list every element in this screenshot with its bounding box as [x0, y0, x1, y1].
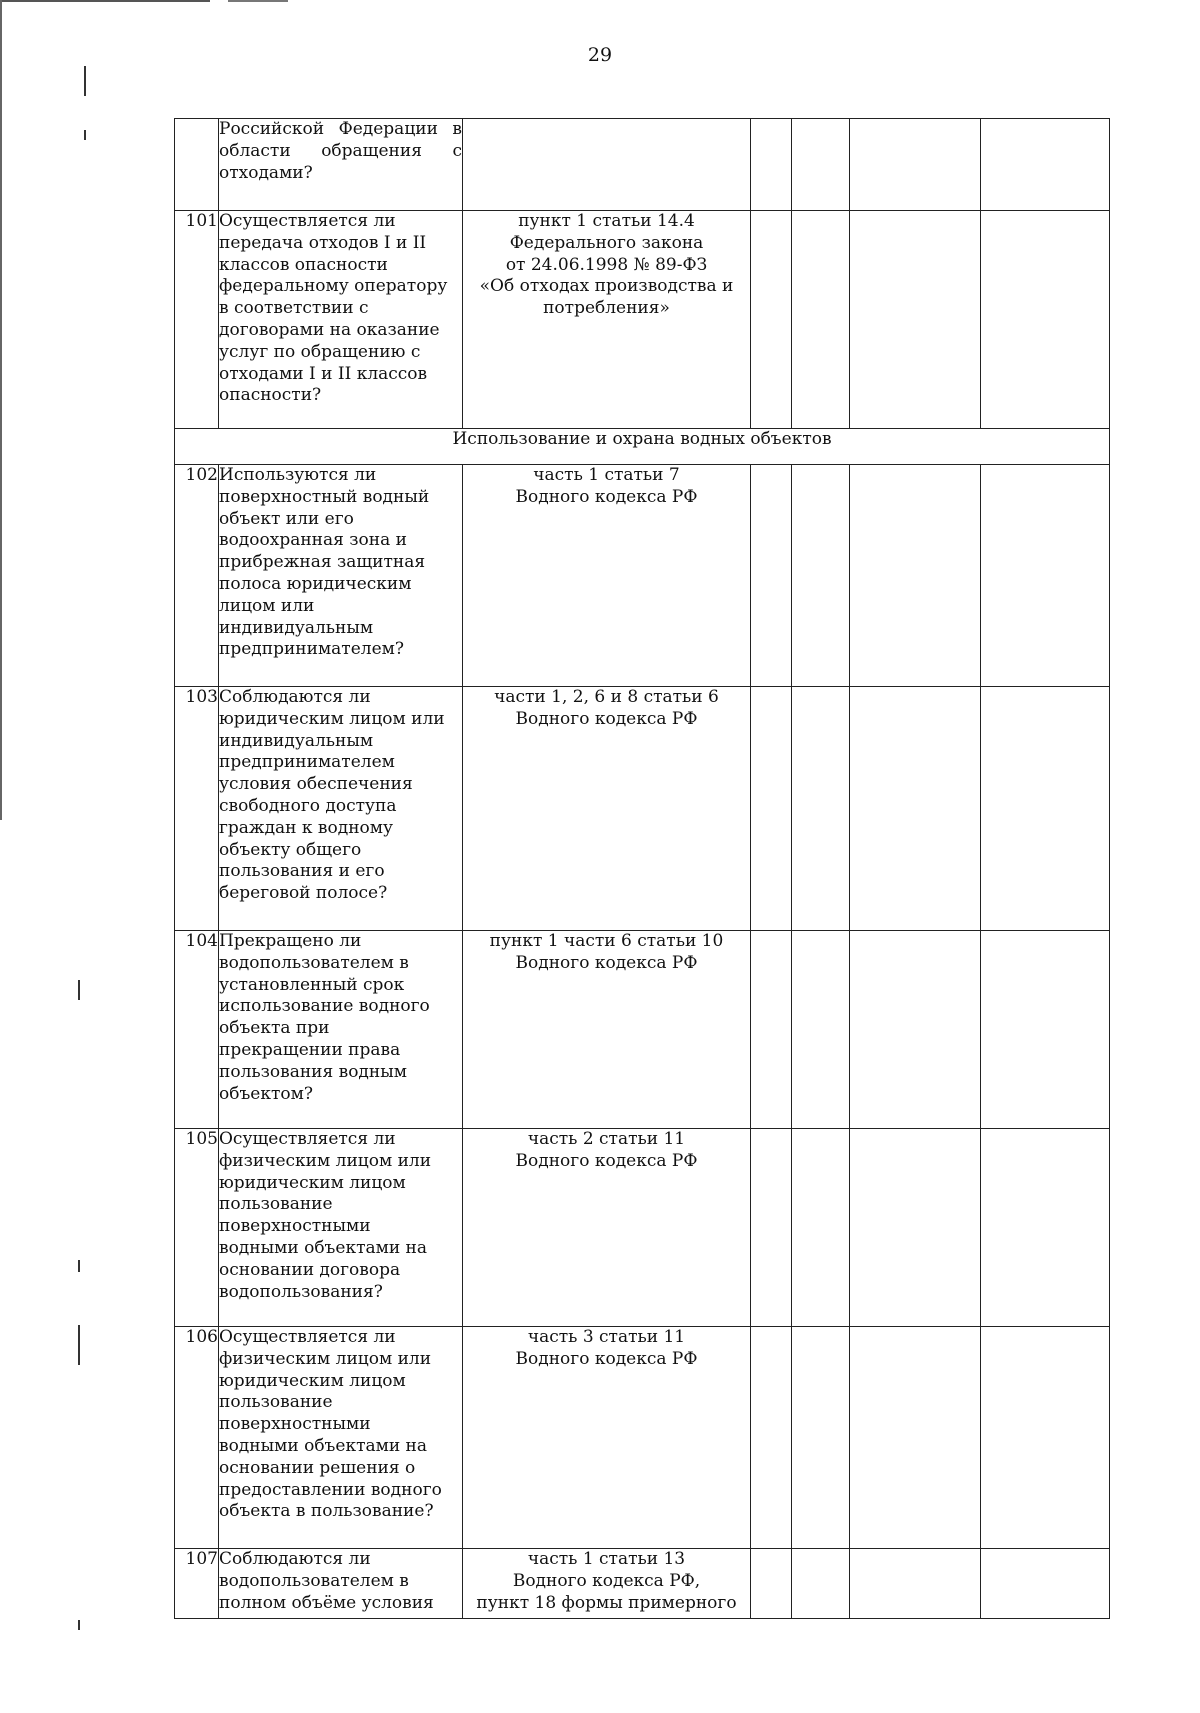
- empty-cell: [981, 1129, 1110, 1327]
- empty-cell: [792, 119, 850, 211]
- question-line: пользование: [219, 1392, 333, 1413]
- scan-top-rule: [0, 0, 210, 2]
- row-number: 103: [175, 687, 219, 931]
- question-line: установленный срок: [219, 974, 405, 995]
- question-line: водными объектами на: [219, 1435, 428, 1456]
- table-row: [175, 931, 1110, 1129]
- question-line: физическим лицом или: [219, 1150, 432, 1171]
- scan-mark: [78, 1620, 80, 1630]
- checklist-table: [174, 118, 1110, 1619]
- question-line: полоса юридическим: [219, 573, 412, 594]
- reference-line: часть 3 статьи 11: [527, 1327, 686, 1347]
- question-line: водными объектами на: [219, 1237, 428, 1258]
- scan-mark: [84, 130, 86, 140]
- question-line: услуг по обращению с: [219, 341, 421, 362]
- reference-line: от 24.06.1998 № 89-ФЗ: [505, 254, 708, 275]
- reference-line: Водного кодекса РФ: [515, 1150, 698, 1171]
- reference-cell: [463, 119, 751, 211]
- empty-cell: [850, 211, 981, 429]
- reference-line: части 1, 2, 6 и 8 статьи 6: [494, 687, 719, 707]
- question-line: водопользователем в: [219, 1570, 409, 1591]
- reference-line: потребления»: [543, 298, 670, 319]
- question-line: классов опасности: [219, 254, 388, 275]
- empty-cell: [850, 687, 981, 931]
- scan-mark: [78, 1260, 80, 1272]
- table-row: [175, 1129, 1110, 1327]
- empty-cell: [792, 465, 850, 687]
- reference-line: Федерального закона: [509, 232, 704, 253]
- question-line: договорами на оказание: [219, 319, 440, 340]
- empty-cell: [981, 465, 1110, 687]
- question-line: Российской Федерации в: [219, 119, 462, 139]
- question-cell: [219, 1549, 463, 1619]
- reference-line: Водного кодекса РФ: [515, 952, 698, 973]
- scan-mark: [84, 66, 86, 96]
- section-row: [175, 429, 1110, 465]
- empty-cell: [792, 687, 850, 931]
- reference-line: «Об отходах производства и: [479, 276, 734, 297]
- reference-line: Водного кодекса РФ,: [512, 1570, 701, 1591]
- empty-cell: [850, 1327, 981, 1549]
- question-cell: [219, 1327, 463, 1549]
- table-row: [175, 465, 1110, 687]
- section-title: Использование и охрана водных объектов: [175, 429, 1110, 465]
- question-line: Осуществляется ли: [219, 211, 396, 231]
- row-number: 105: [175, 1129, 219, 1327]
- reference-line: пункт 1 части 6 статьи 10: [489, 931, 724, 951]
- question-line: поверхностными: [219, 1216, 371, 1237]
- row-number: [175, 119, 219, 211]
- reference-line: Водного кодекса РФ: [515, 1348, 698, 1369]
- empty-cell: [751, 931, 792, 1129]
- question-line: объект или его: [219, 508, 354, 529]
- empty-cell: [751, 211, 792, 429]
- reference-line: часть 2 статьи 11: [527, 1129, 686, 1149]
- question-line: поверхностными: [219, 1414, 371, 1435]
- question-line: полном объёме условия: [219, 1592, 434, 1613]
- reference-cell: [463, 1129, 751, 1327]
- reference-line: пункт 18 формы примерного: [476, 1592, 737, 1613]
- question-line: объекта при: [219, 1018, 330, 1039]
- table-row: [175, 211, 1110, 429]
- empty-cell: [792, 211, 850, 429]
- reference-cell: [463, 465, 751, 687]
- question-line: опасности?: [219, 385, 322, 406]
- question-cell: [219, 211, 463, 429]
- question-line: использование водного: [219, 996, 430, 1017]
- question-line: водопользователем в: [219, 952, 409, 973]
- scan-top-rule: [228, 0, 288, 2]
- question-line: юридическим лицом: [219, 1172, 406, 1193]
- question-line: физическим лицом или: [219, 1348, 432, 1369]
- empty-cell: [751, 1327, 792, 1549]
- question-line: области обращения с: [219, 140, 462, 161]
- empty-cell: [751, 1549, 792, 1619]
- question-line: береговой полосе?: [219, 883, 388, 904]
- scan-left-edge: [0, 0, 2, 820]
- empty-cell: [850, 119, 981, 211]
- row-number: 102: [175, 465, 219, 687]
- question-line: лицом или: [219, 595, 315, 616]
- question-line: отходами?: [219, 162, 313, 183]
- question-line: предоставлении водного: [219, 1479, 442, 1500]
- empty-cell: [981, 119, 1110, 211]
- empty-cell: [981, 1327, 1110, 1549]
- table-row: [175, 1327, 1110, 1549]
- question-line: водоохранная зона и: [219, 530, 407, 551]
- question-line: объектом?: [219, 1083, 313, 1104]
- question-cell: [219, 1129, 463, 1327]
- question-line: Осуществляется ли: [219, 1129, 396, 1149]
- row-number: 101: [175, 211, 219, 429]
- question-line: основании договора: [219, 1259, 401, 1280]
- empty-cell: [850, 931, 981, 1129]
- empty-cell: [981, 687, 1110, 931]
- empty-cell: [792, 931, 850, 1129]
- question-line: юридическим лицом или: [219, 708, 445, 729]
- empty-cell: [792, 1129, 850, 1327]
- empty-cell: [850, 1549, 981, 1619]
- question-line: федеральному оператору: [219, 276, 448, 297]
- scan-mark: [78, 1325, 80, 1365]
- reference-cell: [463, 211, 751, 429]
- row-number: 104: [175, 931, 219, 1129]
- question-line: граждан к водному: [219, 817, 393, 838]
- row-number: 106: [175, 1327, 219, 1549]
- question-line: предпринимателем?: [219, 639, 404, 660]
- question-line: объекту общего: [219, 839, 362, 860]
- row-number: 107: [175, 1549, 219, 1619]
- page-number: 29: [587, 44, 613, 66]
- question-line: основании решения о: [219, 1457, 416, 1478]
- question-line: индивидуальным: [219, 617, 374, 638]
- reference-cell: [463, 1327, 751, 1549]
- reference-cell: [463, 931, 751, 1129]
- table-row: [175, 687, 1110, 931]
- question-line: Прекращено ли: [219, 931, 362, 951]
- empty-cell: [751, 1129, 792, 1327]
- empty-cell: [850, 1129, 981, 1327]
- empty-cell: [981, 1549, 1110, 1619]
- question-line: водопользования?: [219, 1281, 383, 1302]
- empty-cell: [850, 465, 981, 687]
- question-line: прекращении права: [219, 1039, 401, 1060]
- table-row: [175, 119, 1110, 211]
- question-line: поверхностный водный: [219, 486, 430, 507]
- question-line: свободного доступа: [219, 795, 397, 816]
- reference-cell: [463, 1549, 751, 1619]
- question-cell: [219, 119, 463, 211]
- scan-mark: [78, 980, 80, 1000]
- question-line: отходами I и II классов: [219, 363, 428, 384]
- empty-cell: [981, 931, 1110, 1129]
- question-line: пользование: [219, 1194, 333, 1215]
- reference-line: часть 1 статьи 13: [527, 1549, 686, 1569]
- question-line: пользования водным: [219, 1061, 407, 1082]
- question-line: Соблюдаются ли: [219, 687, 371, 707]
- question-cell: [219, 687, 463, 931]
- question-line: предпринимателем: [219, 752, 395, 773]
- empty-cell: [792, 1327, 850, 1549]
- reference-cell: [463, 687, 751, 931]
- table-row: [175, 1549, 1110, 1619]
- question-line: в соответствии с: [219, 298, 369, 319]
- question-line: передача отходов I и II: [219, 232, 427, 253]
- question-line: объекта в пользование?: [219, 1501, 434, 1522]
- empty-cell: [981, 211, 1110, 429]
- empty-cell: [751, 465, 792, 687]
- question-line: условия обеспечения: [219, 774, 413, 795]
- question-line: индивидуальным: [219, 730, 374, 751]
- reference-line: Водного кодекса РФ: [515, 708, 698, 729]
- reference-line: Водного кодекса РФ: [515, 486, 698, 507]
- question-line: Осуществляется ли: [219, 1327, 396, 1347]
- question-cell: [219, 465, 463, 687]
- question-line: Используются ли: [219, 465, 377, 485]
- question-line: Соблюдаются ли: [219, 1549, 371, 1569]
- reference-line: пункт 1 статьи 14.4: [518, 211, 695, 231]
- reference-line: часть 1 статьи 7: [533, 465, 680, 485]
- empty-cell: [751, 119, 792, 211]
- question-line: юридическим лицом: [219, 1370, 406, 1391]
- question-line: пользования и его: [219, 861, 385, 882]
- empty-cell: [792, 1549, 850, 1619]
- empty-cell: [751, 687, 792, 931]
- question-cell: [219, 931, 463, 1129]
- question-line: прибрежная защитная: [219, 552, 426, 573]
